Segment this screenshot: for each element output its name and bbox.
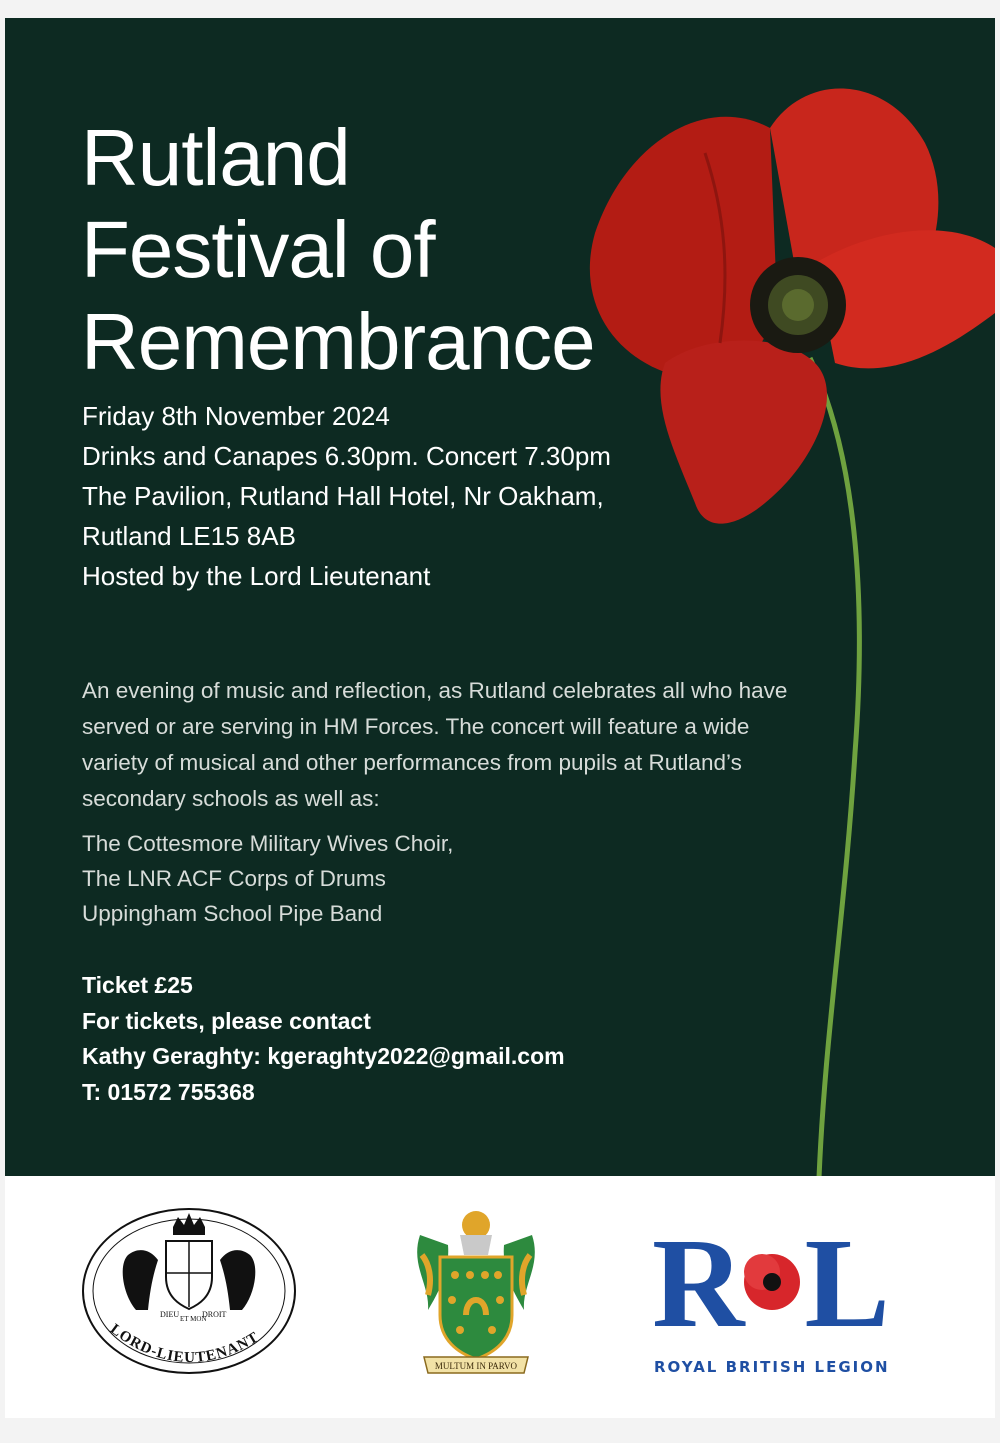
ticket-contact-email[interactable]: Kathy Geraghty: kgeraghty2022@gmail.com xyxy=(82,1043,565,1069)
event-venue: The Pavilion, Rutland Hall Hotel, Nr Oakham, xyxy=(82,481,604,511)
rbl-letter-l: L xyxy=(804,1212,886,1354)
event-postcode: Rutland LE15 8AB xyxy=(82,521,296,551)
motto-left: DIEU xyxy=(160,1310,180,1319)
lord-lieutenant-logo xyxy=(78,1205,300,1377)
crest-motto: MULTUM IN PARVO xyxy=(434,1361,518,1371)
poppy-petal-front-left xyxy=(660,341,827,524)
crest-shield-icon xyxy=(440,1257,512,1359)
performer-item: Uppingham School Pipe Band xyxy=(82,901,383,926)
ticket-info xyxy=(82,968,565,1110)
event-description: An evening of music and reflection, as Rutland celebrates all who have served or are serving in HM Forces. The concert will feature a wide variety of musical and other performances from pupils at Rutland’s secondary schools as well as: xyxy=(82,678,788,811)
event-date: Friday 8th November 2024 xyxy=(82,401,390,431)
poster-dark-panel xyxy=(5,18,995,1176)
lord-lieutenant-ribbon: LORD-LIEUTENANT xyxy=(106,1321,263,1367)
motto-right: DROIT xyxy=(202,1310,227,1319)
performer-list xyxy=(82,826,453,931)
title-line-2: Festival of xyxy=(81,205,435,294)
poppy-seed-core xyxy=(782,289,814,321)
event-times: Drinks and Canapes 6.30pm. Concert 7.30pm xyxy=(82,441,611,471)
rbl-monogram xyxy=(652,1212,892,1354)
event-details xyxy=(82,396,611,596)
rutland-county-crest xyxy=(410,1195,542,1377)
title-line-1: Rutland xyxy=(81,113,350,202)
event-host: Hosted by the Lord Lieutenant xyxy=(82,561,431,591)
poppy-icon xyxy=(740,1230,804,1330)
title-line-3: Remembrance xyxy=(81,297,595,386)
performer-item: The Cottesmore Military Wives Choir, xyxy=(82,831,454,856)
poppy-illustration xyxy=(555,33,995,1176)
performer-item: The LNR ACF Corps of Drums xyxy=(82,866,386,891)
poppy-stem xyxy=(810,358,859,1176)
crest-helm-icon xyxy=(462,1211,490,1239)
royal-british-legion-logo xyxy=(652,1212,892,1378)
rbl-caption: ROYAL BRITISH LEGION xyxy=(654,1358,890,1376)
event-title xyxy=(81,112,595,388)
motto-mid: ET MON xyxy=(180,1315,207,1323)
rbl-letter-r: R xyxy=(652,1212,741,1354)
ticket-contact-prompt: For tickets, please contact xyxy=(82,1007,371,1034)
ticket-contact-phone[interactable]: T: 01572 755368 xyxy=(82,1078,255,1105)
poppy-petal-back-left xyxy=(590,117,777,380)
ticket-price: Ticket £25 xyxy=(82,972,193,998)
